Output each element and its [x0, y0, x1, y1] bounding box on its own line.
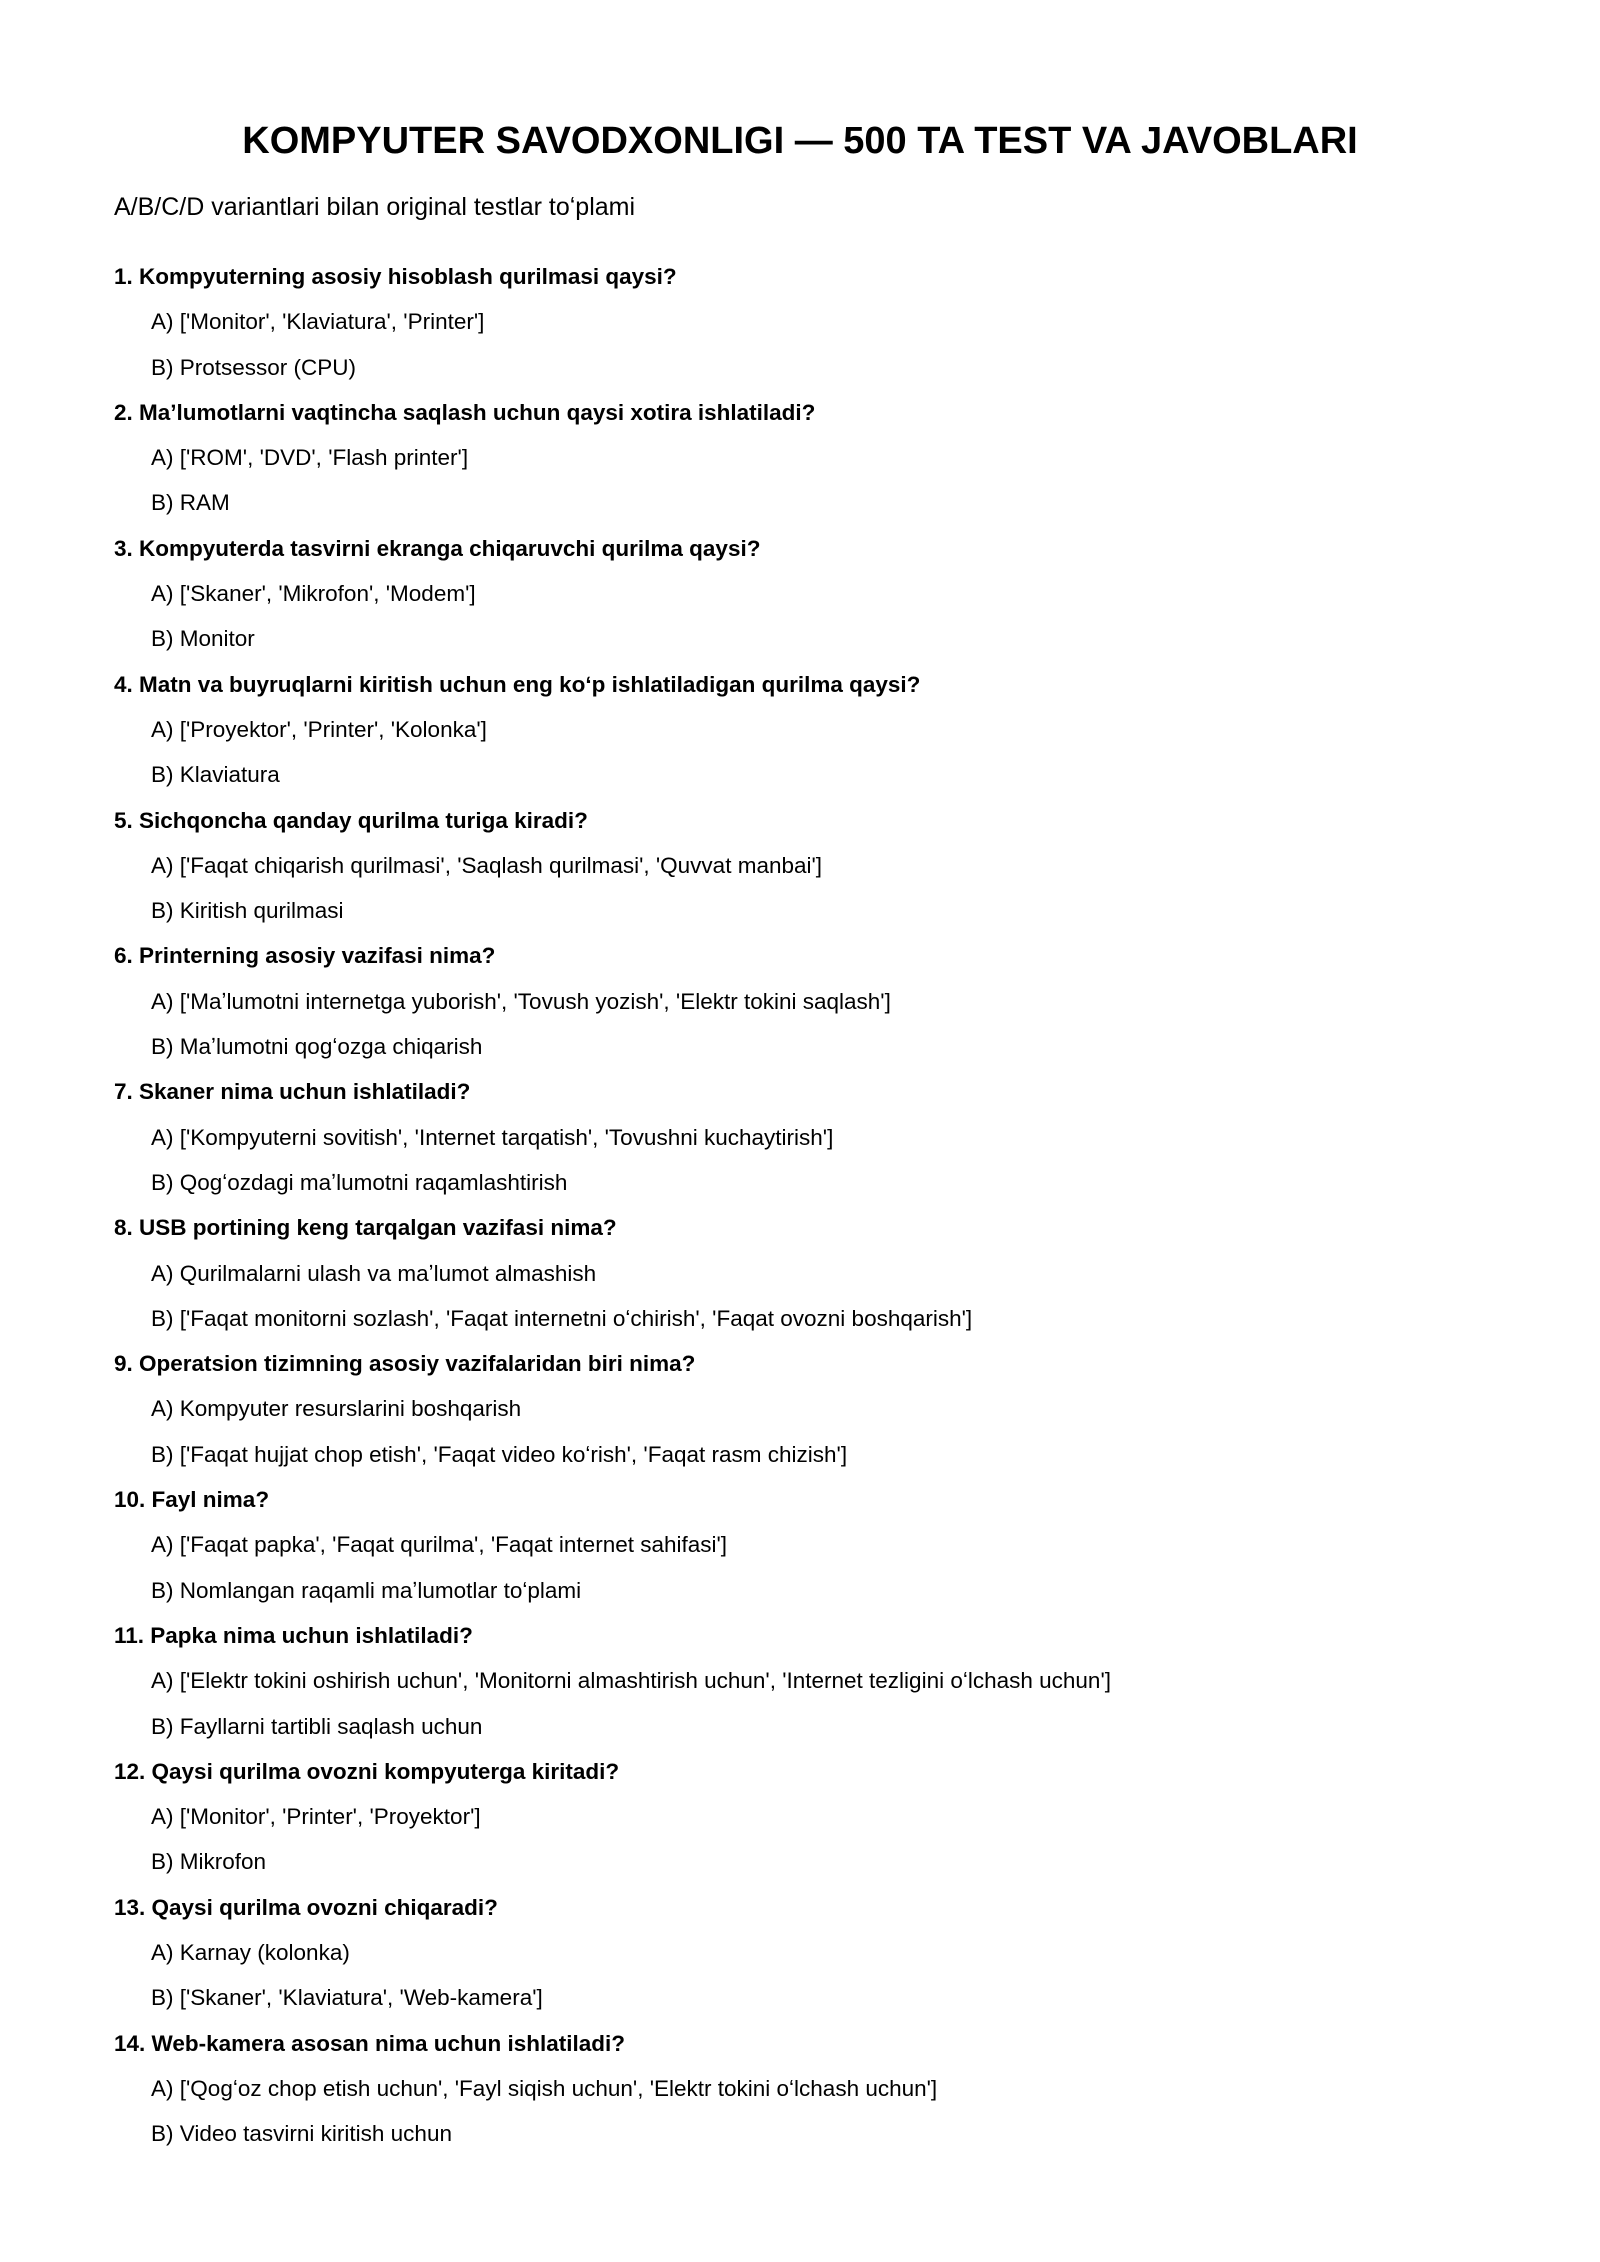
option-b: B) Kiritish qurilmasi	[151, 898, 344, 924]
question-item	[0, 798, 1600, 934]
question-item	[0, 526, 1600, 662]
option-a: A) ['Monitor', 'Klaviatura', 'Printer']	[151, 309, 485, 335]
question-text: 2. Maʼlumotlarni vaqtincha saqlash uchun qaysi xotira ishlatiladi?	[114, 399, 816, 425]
question-text: 13. Qaysi qurilma ovozni chiqaradi?	[114, 1894, 498, 1920]
option-b: B) Qogʻozdagi maʼlumotni raqamlashtirish	[151, 1169, 568, 1195]
option-b: B) ['Faqat hujjat chop etish', 'Faqat video koʻrish', 'Faqat rasm chizish']	[151, 1441, 848, 1467]
question-text: 9. Operatsion tizimning asosiy vazifalaridan biri nima?	[114, 1351, 696, 1377]
question-text: 5. Sichqoncha qanday qurilma turiga kiradi?	[114, 807, 588, 833]
option-a: A) Kompyuter resurslarini boshqarish	[151, 1396, 522, 1422]
option-b: B) Monitor	[151, 626, 255, 652]
option-a: A) ['Faqat chiqarish qurilmasi', 'Saqlash qurilmasi', 'Quvvat manbai']	[151, 852, 823, 878]
question-item	[0, 1069, 1600, 1205]
question-item	[0, 662, 1600, 798]
question-item	[0, 1341, 1600, 1477]
option-b: B) Mikrofon	[151, 1849, 267, 1875]
option-b: B) Video tasvirni kiritish uchun	[151, 2121, 452, 2147]
option-b: B) Fayllarni tartibli saqlash uchun	[151, 1713, 483, 1739]
question-text: 4. Matn va buyruqlarni kiritish uchun eng koʻp ishlatiladigan qurilma qaysi?	[114, 671, 921, 697]
option-b: B) ['Faqat monitorni sozlash', 'Faqat internetni oʻchirish', 'Faqat ovozni boshqarish']	[151, 1305, 973, 1331]
question-item	[0, 1749, 1600, 1885]
option-a: A) ['Proyektor', 'Printer', 'Kolonka']	[151, 716, 487, 742]
question-text: 7. Skaner nima uchun ishlatiladi?	[114, 1079, 471, 1105]
question-text: 10. Fayl nima?	[114, 1487, 270, 1513]
option-b: B) Maʼlumotni qogʻozga chiqarish	[151, 1034, 483, 1060]
question-item	[0, 933, 1600, 1069]
question-item	[0, 1477, 1600, 1613]
option-a: A) ['Faqat papka', 'Faqat qurilma', 'Faqat internet sahifasi']	[151, 1532, 728, 1558]
document-subtitle: A/B/C/D variantlari bilan original testlar toʻplami	[114, 193, 636, 221]
option-b: B) Klaviatura	[151, 762, 280, 788]
option-a: A) ['Qogʻoz chop etish uchun', 'Fayl siqish uchun', 'Elektr tokini oʻlchash uchun']	[151, 2075, 938, 2101]
question-text: 11. Papka nima uchun ishlatiladi?	[114, 1622, 473, 1648]
question-text: 14. Web-kamera asosan nima uchun ishlatiladi?	[114, 2030, 625, 2056]
option-b: B) Nomlangan raqamli maʼlumotlar toʻplami	[151, 1577, 582, 1603]
question-item	[0, 1885, 1600, 2021]
option-a: A) ['Skaner', 'Mikrofon', 'Modem']	[151, 581, 476, 607]
question-text: 8. USB portining keng tarqalgan vazifasi nima?	[114, 1215, 617, 1241]
option-a: A) ['ROM', 'DVD', 'Flash printer']	[151, 445, 469, 471]
document-title: KOMPYUTER SAVODXONLIGI — 500 TA TEST VA JAVOBLARI	[242, 120, 1358, 162]
question-item	[0, 1205, 1600, 1341]
option-a: A) Qurilmalarni ulash va maʼlumot almashish	[151, 1260, 597, 1286]
option-a: A) Karnay (kolonka)	[151, 1939, 350, 1965]
question-item	[0, 254, 1600, 390]
question-item	[0, 390, 1600, 526]
question-text: 12. Qaysi qurilma ovozni kompyuterga kiritadi?	[114, 1758, 620, 1784]
option-a: A) ['Kompyuterni sovitish', 'Internet tarqatish', 'Tovushni kuchaytirish']	[151, 1124, 834, 1150]
option-b: B) Protsessor (CPU)	[151, 354, 357, 380]
question-text: 1. Kompyuterning asosiy hisoblash qurilmasi qaysi?	[114, 264, 677, 289]
option-b: B) RAM	[151, 490, 230, 516]
option-b: B) ['Skaner', 'Klaviatura', 'Web-kamera']	[151, 1985, 543, 2011]
option-a: A) ['Elektr tokini oshirish uchun', 'Monitorni almashtirish uchun', 'Internet tezligini oʻlchash uchun']	[151, 1668, 1111, 1694]
option-a: A) ['Maʼlumotni internetga yuborish', 'Tovush yozish', 'Elektr tokini saqlash']	[151, 988, 891, 1014]
question-text: 6. Printerning asosiy vazifasi nima?	[114, 943, 496, 969]
question-item	[0, 1613, 1600, 1749]
question-text: 3. Kompyuterda tasvirni ekranga chiqaruvchi qurilma qaysi?	[114, 535, 761, 561]
option-a: A) ['Monitor', 'Printer', 'Proyektor']	[151, 1804, 481, 1830]
question-item	[0, 2021, 1600, 2157]
question-list	[0, 254, 1600, 2156]
